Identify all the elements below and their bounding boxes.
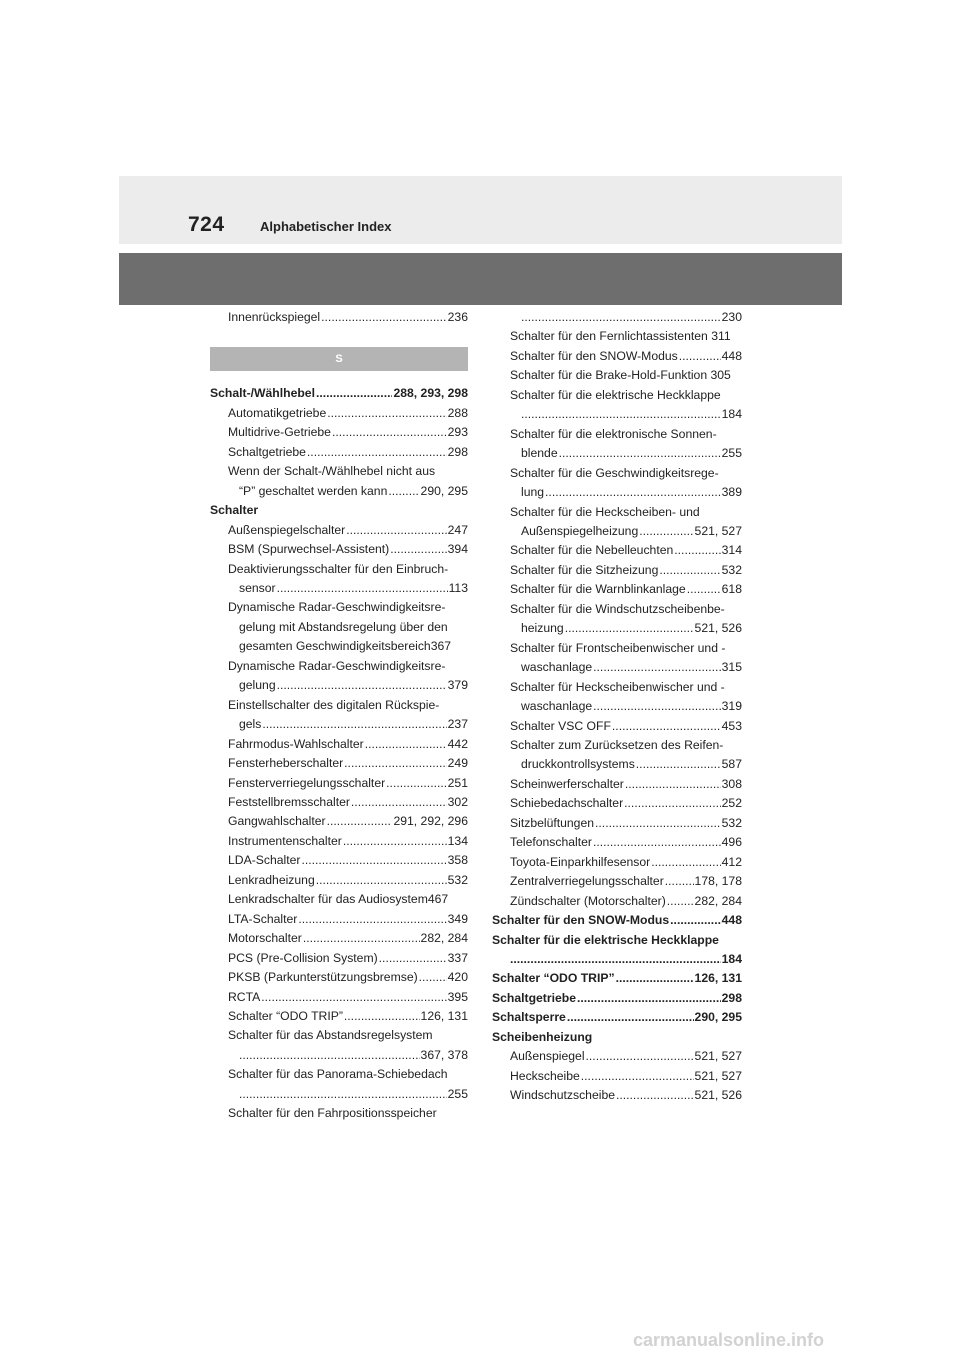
dot-leader — [545, 483, 721, 502]
entry-text: Deaktivierungsschalter für den Einbruch- — [228, 561, 449, 576]
entry-page-ref: 521, 527 — [694, 1068, 742, 1083]
dot-leader — [365, 735, 447, 754]
index-entry — [492, 308, 742, 327]
entry-label: PCS (Pre-Collision System) — [228, 950, 378, 965]
entry-page-ref: 298 — [447, 444, 468, 459]
dot-leader — [595, 814, 721, 833]
entry-text: Einstellschalter des digitalen Rückspie- — [228, 697, 440, 712]
index-list-right — [492, 308, 742, 1106]
entry-label: gels — [239, 717, 262, 732]
dot-leader — [379, 949, 447, 968]
dot-leader — [390, 540, 446, 559]
index-entry — [210, 793, 468, 812]
dot-leader — [636, 755, 721, 774]
index-entry — [492, 853, 742, 872]
entry-label: Fensterheberschalter — [228, 756, 344, 771]
entry-page-ref: 255 — [721, 446, 742, 461]
entry-label: Außenspiegel — [510, 1049, 585, 1064]
index-entry — [210, 851, 468, 870]
section-title: Alphabetischer Index — [260, 219, 392, 234]
index-entry-text — [492, 366, 742, 385]
index-entry — [492, 911, 742, 930]
index-entry-text — [492, 736, 742, 755]
index-entry — [210, 1046, 468, 1065]
index-entry — [210, 521, 468, 540]
dot-leader — [316, 384, 392, 403]
index-entry — [492, 580, 742, 599]
entry-page-ref: 618 — [721, 582, 742, 597]
index-entry — [210, 871, 468, 890]
entry-page-ref: 184 — [721, 951, 742, 966]
entry-page-ref: 291, 292, 296 — [393, 814, 468, 829]
entry-page-ref: 521, 526 — [694, 1088, 742, 1103]
entry-label: Schalter für den SNOW-Modus — [492, 913, 670, 928]
index-entry — [492, 1086, 742, 1105]
entry-text: Lenkradschalter für das Audiosystem467 — [228, 892, 449, 907]
index-entry — [210, 832, 468, 851]
entry-text: Schalter für die Geschwindigkeitsrege- — [510, 465, 719, 480]
index-entry — [492, 892, 742, 911]
entry-page-ref: 290, 295 — [420, 483, 468, 498]
dot-leader — [659, 561, 720, 580]
index-entry — [210, 949, 468, 968]
dot-leader — [625, 775, 721, 794]
entry-label: Schaltgetriebe — [228, 444, 306, 459]
entry-label: gelung — [239, 678, 276, 693]
dot-leader — [679, 347, 721, 366]
index-entry — [210, 443, 468, 462]
entry-label: sensor — [239, 580, 276, 595]
entry-page-ref: 113 — [448, 580, 468, 595]
dot-leader — [301, 851, 446, 870]
entry-page-ref: 394 — [447, 542, 468, 557]
entry-label: waschanlage — [521, 660, 593, 675]
index-entry — [492, 658, 742, 677]
index-entry-text — [210, 501, 468, 520]
entry-page-ref: 379 — [447, 678, 468, 693]
entry-text: Wenn der Schalt-/Wählhebel nicht aus — [228, 464, 436, 479]
dot-leader — [303, 929, 420, 948]
index-entry — [492, 1047, 742, 1066]
entry-label: Schaltgetriebe — [492, 990, 576, 1005]
entry-label: Schalter für die Sitzheizung — [510, 562, 659, 577]
entry-label: Schalter “ODO TRIP” — [228, 1008, 343, 1023]
dot-leader — [262, 715, 446, 734]
entry-page-ref: 420 — [447, 970, 468, 985]
dot-leader — [321, 308, 447, 327]
entry-page-ref: 442 — [447, 736, 468, 751]
index-entry — [492, 969, 742, 988]
entry-page-ref: 587 — [721, 757, 742, 772]
entry-label: BSM (Spurwechsel-Assistent) — [228, 542, 390, 557]
entry-page-ref: 448 — [721, 348, 742, 363]
index-entry-text — [492, 678, 742, 697]
dot-leader — [593, 697, 721, 716]
dot-leader — [616, 969, 694, 988]
entry-label: lung — [521, 485, 545, 500]
header-band — [119, 176, 842, 244]
dot-leader — [567, 1008, 694, 1027]
entry-text: Schalter — [210, 503, 259, 518]
entry-page-ref: 134 — [447, 833, 468, 848]
entry-text: Schalter für das Panorama-Schiebedach — [228, 1067, 448, 1082]
entry-page-ref: 349 — [447, 911, 468, 926]
dot-leader — [510, 950, 721, 969]
dot-leader — [670, 911, 720, 930]
letter-heading-s: S — [210, 347, 468, 371]
entry-text: Schalter für den Fahrpositionsspeicher — [228, 1106, 437, 1121]
dot-leader — [565, 619, 694, 638]
entry-label: Automatikgetriebe — [228, 405, 327, 420]
entry-label: Schalter “ODO TRIP” — [492, 971, 615, 986]
entry-label: Schaltsperre — [492, 1010, 566, 1025]
index-column-right — [492, 308, 742, 1106]
entry-label: Schalter für den SNOW-Modus — [510, 348, 678, 363]
footer-watermark: carmanualsonline.info — [633, 1330, 825, 1350]
entry-page-ref: 282, 284 — [694, 893, 742, 908]
entry-text: Schalter für die elektronische Sonnen- — [510, 426, 717, 441]
entry-text: Dynamische Radar-Geschwindigkeitsre- — [228, 600, 446, 615]
entry-label: Fensterverriegelungsschalter — [228, 775, 386, 790]
index-entry — [210, 579, 468, 598]
dot-leader — [586, 1047, 694, 1066]
entry-page-ref: 288, 293, 298 — [393, 386, 468, 401]
entry-label: Telefonschalter — [510, 835, 592, 850]
index-entry-text — [210, 598, 468, 617]
dot-leader — [307, 443, 447, 462]
entry-page-ref: 448 — [721, 913, 742, 928]
dot-leader — [346, 521, 446, 540]
entry-page-ref: 314 — [721, 543, 742, 558]
index-entry — [210, 384, 468, 403]
entry-page-ref: 298 — [721, 990, 742, 1005]
dot-leader — [277, 579, 448, 598]
index-entry — [492, 1008, 742, 1027]
entry-label: Toyota-Einparkhilfesensor — [510, 854, 651, 869]
index-entry-text — [492, 600, 742, 619]
entry-page-ref: 251 — [447, 775, 468, 790]
index-entry — [492, 522, 742, 541]
dot-leader — [388, 482, 419, 501]
dot-leader — [239, 1046, 420, 1065]
entry-page-ref: 249 — [447, 756, 468, 771]
index-entry — [492, 775, 742, 794]
entry-label: Außenspiegelschalter — [228, 522, 346, 537]
entry-page-ref: 532 — [721, 815, 742, 830]
dot-leader — [577, 989, 721, 1008]
entry-page-ref: 178, 178 — [694, 874, 742, 889]
index-entry — [210, 308, 468, 327]
index-entry-text — [492, 931, 742, 950]
dot-leader — [667, 892, 694, 911]
entry-text: Schalter zum Zurücksetzen des Reifen- — [510, 737, 724, 752]
dot-leader — [239, 1085, 447, 1104]
entry-page-ref: 358 — [447, 853, 468, 868]
index-entry — [492, 444, 742, 463]
entry-page-ref: 293 — [447, 425, 468, 440]
index-entry — [210, 968, 468, 987]
entry-label: PKSB (Parkunterstützungsbremse) — [228, 970, 418, 985]
entry-text: Dynamische Radar-Geschwindigkeitsre- — [228, 658, 446, 673]
entry-label: Zündschalter (Motorschalter) — [510, 893, 666, 908]
index-list-left-top — [210, 308, 468, 327]
index-entry — [492, 697, 742, 716]
index-entry — [210, 774, 468, 793]
entry-text: Schalter für das Abstandsregelsystem — [228, 1028, 433, 1043]
index-entry-text — [210, 696, 468, 715]
dot-leader — [351, 793, 447, 812]
entry-page-ref: 389 — [721, 485, 742, 500]
dot-leader — [344, 754, 446, 773]
index-entry — [492, 794, 742, 813]
entry-label: RCTA — [228, 989, 261, 1004]
entry-page-ref: 302 — [447, 794, 468, 809]
entry-label: Gangwahlschalter — [228, 814, 326, 829]
entry-label: Windschutzscheibe — [510, 1088, 615, 1103]
entry-page-ref: 315 — [721, 660, 742, 675]
dot-leader — [386, 774, 446, 793]
entry-label: Scheinwerferschalter — [510, 776, 624, 791]
index-list-left — [210, 384, 468, 1123]
entry-label: Innenrückspiegel — [228, 310, 321, 324]
entry-label: heizung — [521, 621, 564, 636]
dot-leader — [593, 658, 721, 677]
index-entry — [492, 950, 742, 969]
index-entry — [210, 910, 468, 929]
index-entry — [492, 1067, 742, 1086]
index-entry — [492, 989, 742, 1008]
entry-label: blende — [521, 446, 558, 461]
entry-text: Scheibenheizung — [492, 1029, 593, 1044]
index-entry — [492, 561, 742, 580]
index-entry-text — [210, 657, 468, 676]
index-entry — [492, 833, 742, 852]
entry-page-ref: 308 — [721, 776, 742, 791]
entry-page-ref: 230 — [721, 310, 742, 324]
index-entry-text — [210, 462, 468, 481]
entry-page-ref: 255 — [447, 1086, 468, 1101]
entry-text: Schalter für die elektrische Heckklappe — [510, 387, 721, 402]
index-entry — [492, 755, 742, 774]
entry-label: waschanlage — [521, 699, 593, 714]
index-entry — [492, 872, 742, 891]
dot-leader — [327, 812, 393, 831]
dot-leader — [651, 853, 720, 872]
dot-leader — [521, 308, 721, 327]
entry-text: Schalter für die Heckscheiben- und — [510, 504, 700, 519]
entry-text: gelung mit Abstandsregelung über den — [239, 619, 448, 634]
entry-label: Schalter für die Nebelleuchten — [510, 543, 674, 558]
entry-page-ref: 252 — [721, 796, 742, 811]
index-entry-text — [210, 1104, 468, 1123]
index-entry — [492, 405, 742, 424]
index-entry — [210, 715, 468, 734]
entry-page-ref: 184 — [721, 407, 742, 422]
index-entry — [210, 988, 468, 1007]
dot-leader — [277, 676, 447, 695]
entry-label: Schalt-/Wählhebel — [210, 386, 315, 401]
page-number: 724 — [188, 213, 225, 236]
dot-leader — [316, 871, 447, 890]
entry-page-ref: 395 — [447, 989, 468, 1004]
entry-page-ref: 532 — [721, 562, 742, 577]
index-column-left — [210, 308, 468, 1124]
index-entry-text — [492, 1028, 742, 1047]
dot-leader — [593, 833, 721, 852]
dot-leader — [298, 910, 446, 929]
dot-leader — [612, 717, 721, 736]
dot-leader — [687, 580, 721, 599]
index-entry — [210, 754, 468, 773]
dot-leader — [581, 1067, 694, 1086]
entry-label: druckkontrollsystems — [521, 757, 635, 772]
entry-page-ref: 521, 526 — [694, 621, 742, 636]
entry-label: Feststellbremsschalter — [228, 794, 350, 809]
entry-page-ref: 126, 131 — [420, 1008, 468, 1023]
index-entry — [210, 423, 468, 442]
index-entry-text — [492, 425, 742, 444]
entry-page-ref: 532 — [447, 872, 468, 887]
index-entry-text — [210, 560, 468, 579]
index-entry — [210, 1007, 468, 1026]
entry-page-ref: 290, 295 — [694, 1010, 742, 1025]
dot-leader — [343, 832, 447, 851]
entry-page-ref: 288 — [447, 405, 468, 420]
entry-text: gesamten Geschwindigkeitsbereich367 — [239, 639, 452, 654]
entry-page-ref: 521, 527 — [694, 523, 742, 538]
index-entry-text — [492, 327, 742, 346]
entry-page-ref: 126, 131 — [694, 971, 742, 986]
header-dark-band — [119, 253, 842, 305]
index-entry — [492, 814, 742, 833]
entry-page-ref: 337 — [447, 950, 468, 965]
entry-text: Schalter für die Brake-Hold-Funktion 305 — [510, 368, 731, 383]
index-entry-text — [492, 386, 742, 405]
index-entry-text — [210, 1065, 468, 1084]
index-entry — [210, 540, 468, 559]
index-entry — [210, 929, 468, 948]
index-entry — [210, 676, 468, 695]
entry-label: Schalter VSC OFF — [510, 718, 611, 733]
entry-text: Schalter für den Fernlichtassistenten 311 — [510, 329, 731, 344]
entry-label: Schiebedachschalter — [510, 796, 624, 811]
index-entry — [210, 735, 468, 754]
dot-leader — [332, 423, 447, 442]
entry-page-ref: 367, 378 — [420, 1047, 468, 1062]
entry-label: Motorschalter — [228, 931, 302, 946]
entry-page-ref: 521, 527 — [694, 1049, 742, 1064]
index-entry — [492, 483, 742, 502]
dot-leader — [521, 405, 721, 424]
entry-label: LDA-Schalter — [228, 853, 301, 868]
index-entry — [492, 347, 742, 366]
entry-page-ref: 247 — [447, 522, 468, 537]
entry-label: Schalter für die Warnblinkanlage — [510, 582, 686, 597]
dot-leader — [261, 988, 446, 1007]
dot-leader — [344, 1007, 420, 1026]
index-entry-text — [210, 618, 468, 637]
dot-leader — [327, 404, 446, 423]
entry-label: LTA-Schalter — [228, 911, 298, 926]
index-entry — [210, 1085, 468, 1104]
index-entry — [492, 717, 742, 736]
entry-label: Instrumentenschalter — [228, 833, 342, 848]
entry-label: “P” geschaltet werden kann — [239, 483, 388, 498]
entry-text: Schalter für die Windschutzscheibenbe- — [510, 601, 725, 616]
dot-leader — [559, 444, 721, 463]
index-entry — [210, 482, 468, 501]
entry-label: Außenspiegelheizung — [521, 523, 639, 538]
entry-text: Schalter für die elektrische Heckklappe — [492, 932, 719, 947]
entry-label: Multidrive-Getriebe — [228, 425, 331, 440]
dot-leader — [624, 794, 721, 813]
dot-leader — [674, 541, 720, 560]
entry-text: Schalter für Frontscheibenwischer und - — [510, 640, 726, 655]
dot-leader — [419, 968, 447, 987]
entry-label: Heckscheibe — [510, 1068, 580, 1083]
dot-leader — [665, 872, 694, 891]
index-entry — [492, 619, 742, 638]
dot-leader — [616, 1086, 694, 1105]
entry-page-ref: 412 — [721, 854, 742, 869]
index-entry — [210, 812, 468, 831]
index-entry-text — [210, 637, 468, 656]
index-entry-text — [210, 1026, 468, 1045]
index-entry-text — [492, 464, 742, 483]
index-entry — [210, 404, 468, 423]
entry-page-ref: 282, 284 — [420, 931, 468, 946]
entry-page-ref: 453 — [721, 718, 742, 733]
index-entry-text — [210, 890, 468, 909]
entry-label: Lenkradheizung — [228, 872, 315, 887]
entry-page-ref: 319 — [721, 699, 742, 714]
entry-page-ref: 236 — [447, 310, 468, 324]
entry-label: Sitzbelüftungen — [510, 815, 595, 830]
entry-label: Fahrmodus-Wahlschalter — [228, 736, 364, 751]
index-entry-text — [492, 639, 742, 658]
index-entry — [492, 541, 742, 560]
entry-label: Zentralverriegelungsschalter — [510, 874, 664, 889]
entry-page-ref: 496 — [721, 835, 742, 850]
entry-page-ref: 237 — [447, 717, 468, 732]
dot-leader — [639, 522, 693, 541]
entry-text: Schalter für Heckscheibenwischer und - — [510, 679, 725, 694]
index-entry-text — [492, 503, 742, 522]
